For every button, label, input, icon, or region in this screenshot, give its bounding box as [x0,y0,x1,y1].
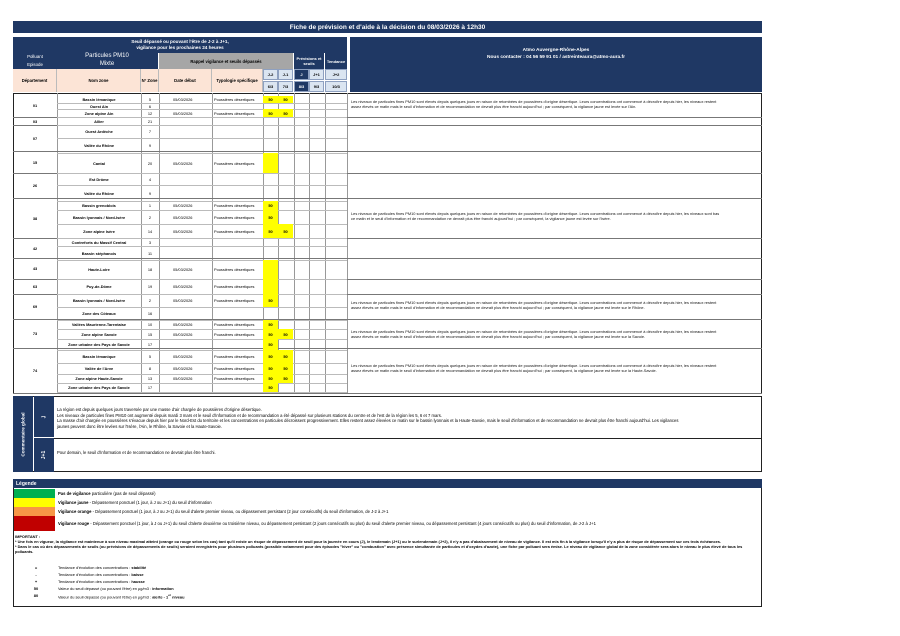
comment-73 [351,329,761,340]
legend-red [58,521,596,526]
zone-name: Ouest Ain [89,103,109,109]
comment-69-line1: Les niveaux de particules fines PM10 sont élevés depuis quelques jours en raison de retombées de poussières d'origine désertique. Leurs concentrations ont commencé à décroître depuis hier, les niveaux restent [351,300,717,305]
day-jm2: J-2 [263,69,278,80]
typology: Poussières désertiques [214,331,255,337]
gc-j-line4: jaunes peuvent donc être levées sur l'Isère, l'Ain, le Rhône, la Savoie et la Haute-Savoie. [57,423,223,429]
global-comment-divider [54,438,762,439]
legend-swatch-orange [14,507,55,516]
threshold-jm1: 50 [278,374,293,383]
date-jp1: 9/3 [309,81,324,92]
typology: Poussières désertiques [214,214,255,220]
episode-label: Episode [27,62,43,67]
start-date: 05/03/2026 [173,376,193,381]
dept-cell: 03 [32,118,38,124]
zone-number: 9 [148,190,152,196]
zone-name: Bassin lémanique [82,354,116,359]
threshold-jm1: 50 [278,329,293,339]
comment-69 [351,300,761,311]
start-date: 05/03/2026 [173,366,193,371]
sym-minus-text-a: Tendance d'évolution des concentrations : [58,572,132,577]
sym-80-sup: er [168,593,172,597]
zone-number: 17 [147,342,153,347]
typology [214,138,263,153]
start-date: 05/03/2026 [173,97,193,102]
start-date [173,173,212,185]
legend-orange [58,509,388,514]
legend-swatch-green [14,489,55,498]
typology: Poussières désertiques [214,97,255,102]
start-date [173,307,212,320]
typology [214,125,263,138]
sym-80: 80 [33,593,39,598]
typology: Poussières désertiques [214,228,255,234]
typology: Poussières désertiques [214,298,255,303]
zone-name: Zone alpine Savoie [81,331,117,337]
legend-yellow-rest: - Dépassement ponctuel (1 jour, à J ou J+1) du seuil d'information [88,500,212,505]
sym-50-text [58,586,174,591]
zone-number: 19 [147,284,153,289]
org-name: Atmo Auvergne-Rhône-Alpes [522,47,590,53]
start-date: 05/03/2026 [173,267,193,272]
sym-50: 50 [33,586,39,591]
zone-name: Vallées Maurienne-Tarentaise [71,322,127,327]
zone-name: Zone urbaine des Pays de Savoie [68,342,130,347]
start-date [173,339,212,350]
sym-80-text [58,593,184,599]
sym-plus-text [58,579,145,584]
gc-j-line1: La région est depuis quelques jours traversée par une masse d'air chargée de poussières d'origine désertique. [57,407,262,412]
start-date: 05/03/2026 [173,110,193,116]
pollutant-value: Particules PM10 [85,53,129,59]
typology: Poussières désertiques [214,110,255,116]
typology: Poussières désertiques [214,376,255,381]
zone-number: 2 [148,214,152,220]
sym-minus-text-b: baisse [131,572,144,577]
col-departement: Département [13,69,57,92]
start-date: 05/03/2026 [173,298,193,303]
dept-cell: 63 [32,284,38,289]
start-date [173,117,212,125]
comment-74-line1: Les niveaux de particules fines PM10 sont élevés depuis quelques jours en raison de retombées de poussières d'origine désertique. Leurs concentrations ont commencé à décroître depuis hier, les niveaux restent [351,363,717,368]
start-date [173,383,212,392]
threshold-jm2: 50 [263,374,278,383]
page-title: Fiche de prévision et d'aide à la décision du 08/03/2026 à 12h30 [13,21,762,33]
threshold-jm1: 50 [278,96,293,103]
date-j: 8/3 [294,81,309,92]
threshold-jm2: 50 [263,109,278,117]
typology: Poussières désertiques [214,267,255,272]
col-typologie: Typologie spécifique [212,69,263,92]
day-jp2: J+2 [325,69,347,80]
threshold-jm2: 50 [263,224,278,238]
header-line-2: vigilance pour les prochaines 24 heures [136,45,224,50]
typology [214,246,263,260]
threshold-jm1: 50 [278,363,293,374]
col-date-debut: Date début [159,69,212,92]
zone-name: Vallée du Rhône [83,143,115,148]
sym-50-text-a: Valeur du seuil dépassé (ou pouvant l'être) en µg/m3 : [58,586,153,591]
zone-number: 14 [147,228,153,234]
start-date: 05/03/2026 [173,331,193,337]
comment-73-line1: Les niveaux de particules fines PM10 sont élevés depuis quelques jours en raison de retombées de poussières d'origine désertique. Leurs concentrations ont commencé à décroître depuis hier, les niveaux restent [351,329,717,334]
start-date [173,238,212,246]
dept-cell: 74 [32,368,38,373]
dept-cell: 42 [32,245,38,251]
global-comment-j-text-block [57,407,759,429]
zone-name: Cantal [93,160,105,166]
zone-number: 16 [147,311,153,316]
zone-number: 2 [148,298,152,303]
sym-plus-text-a: Tendance d'évolution des concentrations : [58,579,132,584]
legend-orange-rest: - Dépassement ponctuel (1 jour, à J ou J+1) du seuil d'alerte premier niveau, ou dépassement persistant (2 jour consécutifs) du seuil d'information, de J-2 à J+1 [91,509,389,514]
zone-name: Bassin grenoblois [82,203,116,208]
threshold-jm2: 50 [263,339,278,350]
zone-name: Puy-de-Dôme [86,284,112,289]
zone-number: 1 [148,203,152,208]
zone-number: 12 [147,110,153,116]
comment-01-line2: assez élevés ce matin mais le seuil d'information et de recommandation ne devrait plus être franchi aujourd'hui ; par conséquent, la vigilance jaune est levée sur l'Ain. [351,104,637,110]
comment-38-line1: Les niveaux de particules fines PM10 sont élevés depuis quelques jours en raison de retombées de poussières d'origine désertique. Leurs concentrations ont commencé à décroître depuis hier, les niveaux sont bas [351,211,720,216]
important-line1: * Une fois en vigueur, la vigilance est maintenue à son niveau maximal atteint (orange ou rouge selon les cas) tant qu'il existe un risque de dépassement de seuil pour la journée en cours (J), le lendemain (J+1) ou le surlendemain (J+2), il n'y a pas d'abaissement de niveau de vigilance. Il est mis fin à la vigilance lorsqu'il n'y a plus de risque de dépassement sur ces trois échéances. [15,538,722,544]
dept-cell: 26 [32,183,38,188]
comment-38 [351,211,761,222]
legend-green-rest: particulière (pas de seuil dépassé) [90,491,156,496]
gc-j-line3: La masse d'air chargée en poussières s'évacue depuis hier par le Nord-Est du territoire et les concentrations en particules décroissent progressivement. Elles restent assez élevées ce matin sur le bassin lyonnais et la Haute-Savoie, mais le seuil d'information et de recommandation ne devrait plus être franchi aujourd'hui. Les vigilances [57,418,679,424]
zone-number: 18 [147,267,153,272]
zone-number: 17 [147,385,153,390]
global-comment-j [34,396,54,438]
threshold-jm2 [263,153,278,173]
legend-yellow-bold: Vigilance jaune [58,500,89,505]
day-j: J [294,69,309,80]
threshold-jm2: 50 [263,210,278,224]
zone-name: Contreforts du Massif Central [71,239,127,245]
threshold-jm2: 50 [263,96,278,103]
threshold-jm1: 50 [278,350,293,363]
zone-name: Zone urbaine des Pays de Savoie [68,385,130,390]
zone-number: 6 [148,103,152,109]
sym-50-text-b: information [152,586,174,591]
table-group-divider [13,393,762,394]
zone-name: Zone alpine Haute-Savoie [75,376,123,381]
legend-red-rest: - Dépassement ponctuel (1 jour, à J ou J+1) du seuil d'alerte deuxième ou troisième niveau, ou dépassement persistant (2 jours consécutifs ou plus) du seuil d'alerte premier niveau, ou dépassement persistant (4 jours consécutifs ou plus) du seuil d'information, de J-2 à J+1 [89,521,596,526]
start-date: 05/03/2026 [173,160,193,166]
global-comment-j1-text: J+1 [40,450,47,460]
zone-number: 21 [147,118,153,124]
legend-swatch-yellow [14,498,55,507]
header-threshold-note [13,37,347,53]
zone-number: 11 [147,250,153,256]
zone-name: Est Drôme [89,176,109,182]
typology: Poussières désertiques [214,203,255,208]
dept-cell: 43 [32,266,38,271]
threshold-jm2: 50 [263,294,278,307]
sym-equal-text [58,565,146,570]
start-date [173,125,212,138]
date-jp2: 10/3 [325,81,347,92]
threshold-jm2: 50 [263,350,278,363]
dept-cell: 69 [32,304,38,309]
typology: Poussières désertiques [214,366,255,371]
start-date: 05/03/2026 [173,214,193,220]
zone-number: 8 [148,366,152,371]
start-date: 05/03/2026 [173,284,193,289]
zone-number: 5 [148,97,152,102]
threshold-jm2 [263,260,278,279]
zone-name: Bassin lyonnais / Nord-Isère [72,298,126,303]
tendance-header: Tendance [325,53,347,69]
zone-name: Bassin stéphanois [81,250,117,256]
zone-number: 15 [147,331,153,337]
dept-cell: 07 [32,135,38,141]
legend-important [15,535,760,555]
comment-01-line1: Les niveaux de particules fines PM10 sont élevés depuis quelques jours en raison de retombées de poussières d'origine désertique. Leurs concentrations ont commencé à décroître depuis hier, les niveaux restent [351,99,717,104]
threshold-jm2: 50 [263,320,278,329]
comment-01 [351,99,761,110]
start-date [173,185,212,201]
important-title: IMPORTANT : [15,534,41,539]
zone-number: 3 [148,239,152,245]
col-num-zone: N° Zone [141,69,159,92]
important-line2: * Dans le cas où des dépassements de seuils (ou prévisions de dépassements de seuils) seraient enregistrés pour plusieurs polluants (possible notamment pour des épisodes "hiver" ou "combustion" avec présence simultanée de particules et d'oxydes d'azote), une fiche par polluant sera émise. Le niveau de vigilance global de la zone considérée sera alors le niveau le plus élevé de tous les polluants. [15,543,743,554]
legend-green-bold: Pas de vigilance [58,491,91,496]
comment-38-line2: ce matin et le seuil d'information et de recommandation ne devrait plus être franchi aujourd'hui ; par conséquent, la vigilance jaune est levée sur l'Isère. [351,216,611,222]
zone-name: Allier [94,118,104,124]
sym-minus-text [58,572,144,577]
threshold-jm2: 50 [263,363,278,374]
global-comment-j-text: J [41,415,47,418]
sym-80-text-b: alerte - 1 [152,594,169,600]
typology [214,173,263,185]
zone-name: Zone alpine Isère [83,228,115,234]
comment-74 [351,363,761,374]
typology [214,117,263,125]
threshold-jm1: 50 [278,109,293,117]
typology: Poussières désertiques [214,160,255,166]
start-date: 05/03/2026 [173,228,193,234]
day-jp1: J+1 [309,69,324,80]
sym-plus: + [34,579,38,584]
legend-green [58,491,156,496]
zone-number: 4 [148,176,152,182]
zone-name: Ouest Ardèche [85,129,113,134]
typology [214,307,263,320]
zone-number: 20 [147,160,153,166]
start-date [173,138,212,153]
pollutant-block [13,53,158,69]
sym-equal-text-b: stabilité [131,565,147,570]
gc-j-line2: Les niveaux de particules fines PM10 ont augmenté depuis mardi 3 mars et le seuil d'information et de recommandation a été dépassé sur plusieurs stations du centre et de l'est de la région les 5, 6 et 7 mars. [57,412,442,418]
start-date: 05/03/2026 [173,354,193,359]
typology: Poussières désertiques [214,284,255,289]
dept-cell: 15 [32,159,38,165]
typology [214,185,263,201]
typology [214,383,263,392]
zone-name: Vallée de l'Arve [84,366,114,371]
header-line-1: Seuil dépassé ou pouvant l'être de J-2 à J+1, [131,39,229,44]
legend-red-bold: Vigilance rouge [58,521,90,526]
start-date: 05/03/2026 [173,203,193,208]
date-jm2: 6/3 [263,81,278,92]
zone-name: Zone alpine Ain [84,110,114,116]
typology: Poussières désertiques [214,322,255,327]
sym-plus-text-b: hausse [131,579,145,584]
sym-80-text-c: niveau [171,594,185,600]
threshold-jm2 [263,279,278,294]
pollutant-label: Polluant [27,54,43,59]
zone-name: Bassin lyonnais / Nord-Isère [72,214,126,220]
zone-name: Vallée du Rhône [83,190,115,196]
global-comment-label-text: Commentaire global [20,411,26,457]
previsions-header: Prévisions et seuils [294,53,324,69]
table-row-divider [57,392,347,393]
threshold-jm2: 50 [263,383,278,392]
global-comment-j1 [34,438,54,472]
zone-number: 9 [148,143,152,148]
zone-number: 13 [147,376,153,381]
legend-yellow [58,500,212,505]
zone-name: Bassin lémanique [82,97,116,102]
legend-title: Légende [13,479,762,488]
col-nom-zone: Nom zone [57,69,141,92]
sym-equal-text-a: Tendance d'évolution des concentrations : [58,565,132,570]
comment-74-line2: assez élevés ce matin mais le seuil d'information et de recommandation ne devrait plus être franchi aujourd'hui ; par conséquent, la vigilance jaune est levée sur la Haute-Savoie. [351,368,657,374]
legend-swatch-red [14,516,55,531]
start-date: 05/03/2026 [173,322,193,327]
global-comment-j1-text-block: Pour demain, le seuil d'information et de recommandation ne devrait plus être franchi. [57,450,216,455]
typology: Poussières désertiques [214,354,255,359]
threshold-jm2: 50 [263,329,278,339]
date-jm1: 7/3 [278,81,293,92]
sym-80-text-a: Valeur du seuil dépassé (ou pouvant l'être) en µg/m3 : [58,594,153,600]
typology [214,238,263,246]
zone-name: Zone des Côteaux [82,311,116,316]
day-jm1: J-1 [278,69,293,80]
episode-value: Mixte [99,61,115,67]
zone-name: Haute-Loire [88,267,110,272]
dept-cell: 01 [32,102,38,108]
legend-orange-bold: Vigilance orange [58,509,92,514]
contact-block [350,37,762,92]
zone-number: 10 [147,322,153,327]
threshold-jm1: 50 [278,224,293,238]
sym-minus: - [35,572,37,577]
zone-number: 5 [148,354,152,359]
start-date [173,246,212,260]
typology [214,339,263,350]
global-comment-label [13,396,33,472]
zone-number: 7 [148,129,152,134]
comment-69-line2: assez élevés ce matin mais le seuil d'information et de recommandation ne devrait plus être franchi aujourd'hui ; par conséquent, la vigilance jaune est levée sur le Rhône. [351,305,645,311]
dept-cell: 73 [32,331,38,336]
rappel-vigilance-header: Rappel vigilance et seuils dépassés [159,53,293,69]
contact-info: Nous contacter : 04 56 59 91 01 / astreinteaura@atmo-aura.fr [487,54,625,60]
dept-cell: 38 [32,215,38,221]
sym-equal: = [34,565,38,570]
threshold-jm2: 50 [263,201,278,210]
comment-73-line2: assez élevés ce matin mais le seuil d'information et de recommandation ne devrait plus être franchi aujourd'hui ; par conséquent, la vigilance jaune est levée sur la Savoie. [351,334,646,340]
